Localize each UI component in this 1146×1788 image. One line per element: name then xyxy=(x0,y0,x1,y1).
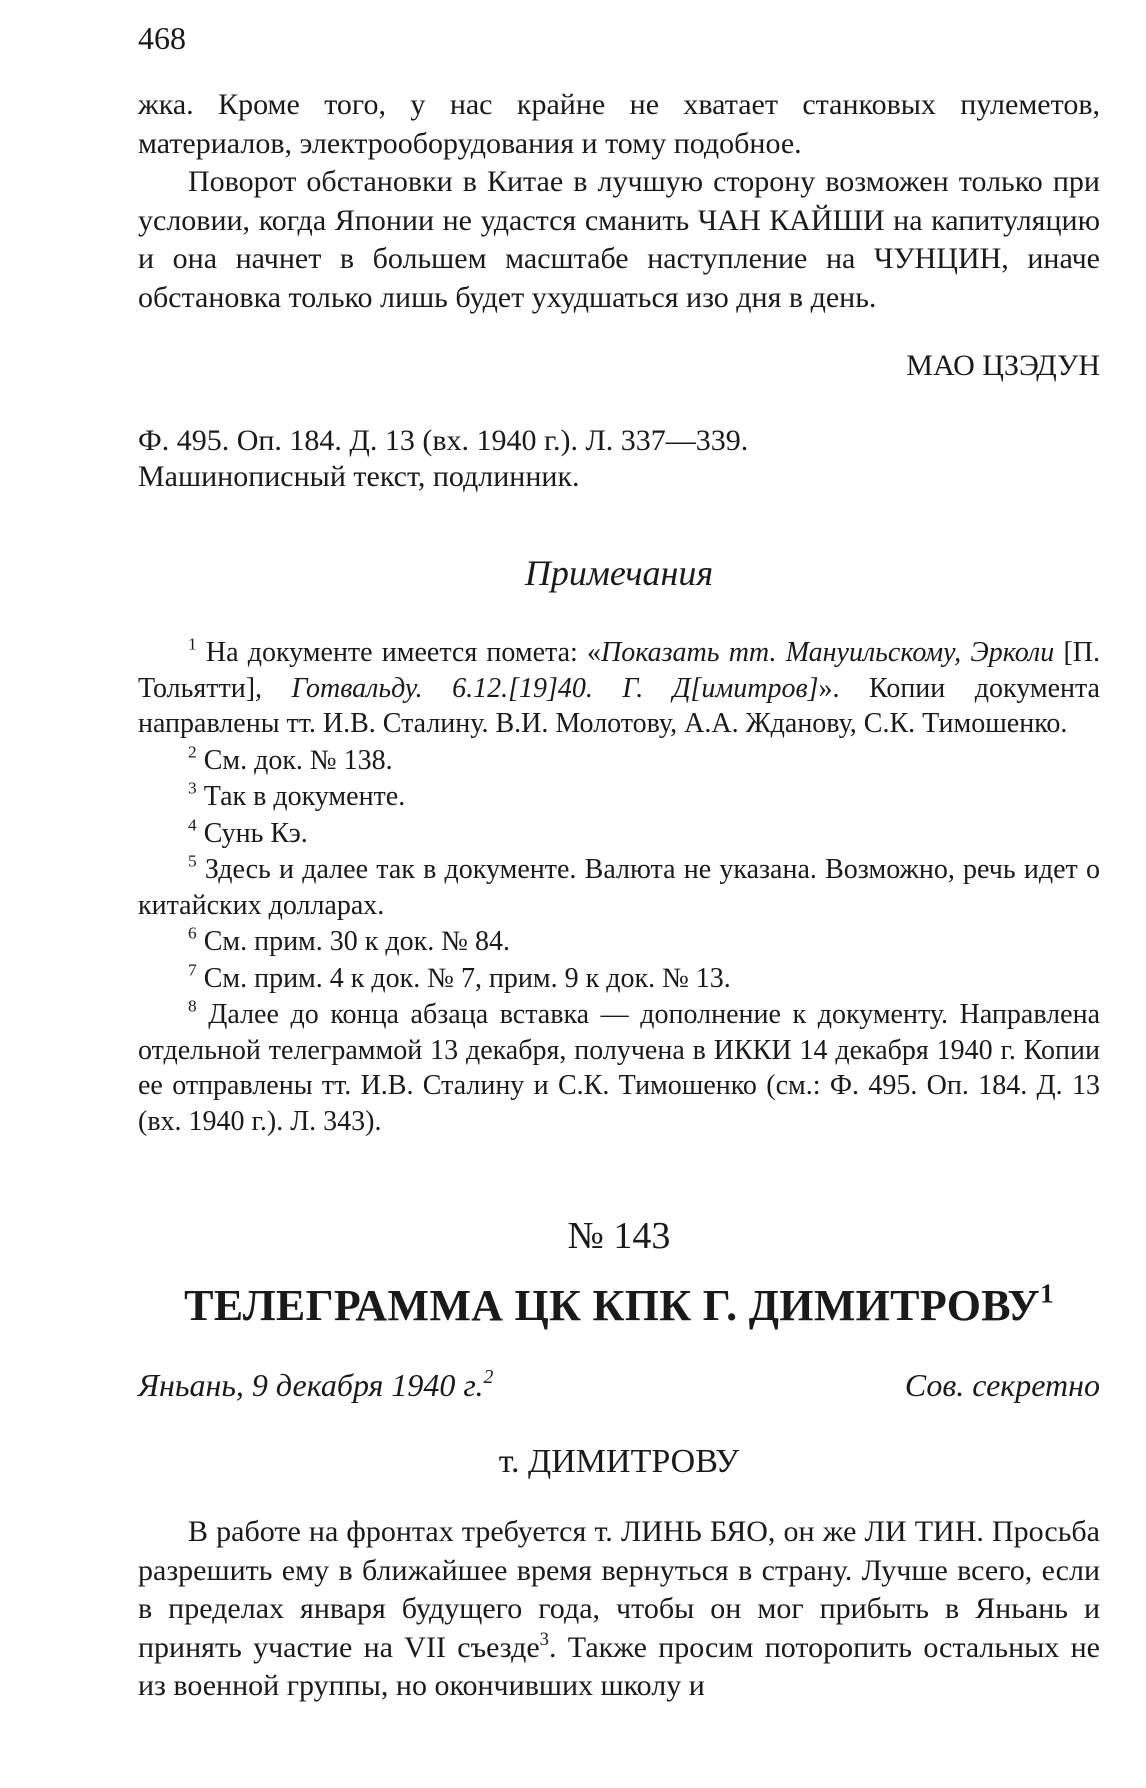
notes-title: Примечания xyxy=(524,553,714,593)
document-heading-footnote: 1 xyxy=(1039,1278,1054,1309)
archive-reference xyxy=(138,423,1100,495)
note-number: 4 xyxy=(188,815,197,835)
place-date-footnote: 2 xyxy=(483,1366,494,1389)
document-body xyxy=(138,1513,1100,1706)
note-4 xyxy=(138,816,1100,852)
note-number: 2 xyxy=(188,742,197,762)
addressee: т. ДИМИТРОВУ xyxy=(498,1443,740,1480)
document-meta xyxy=(138,1365,1100,1405)
note-7 xyxy=(138,961,1100,997)
classification: Сов. секретно xyxy=(904,1367,1100,1403)
note-3 xyxy=(138,779,1100,815)
archive-line-2: Машинописный текст, подлинник. xyxy=(138,460,580,493)
note-number: 7 xyxy=(188,960,197,980)
document-heading-text: ТЕЛЕГРАММА ЦК КПК Г. ДИМИТРОВУ xyxy=(184,1281,1040,1330)
note-number: 6 xyxy=(188,923,197,943)
note-text: Так в документе. xyxy=(196,781,406,812)
document-number: № 143 xyxy=(567,1215,671,1257)
document-body-footnote: 3 xyxy=(539,1628,549,1650)
place-date xyxy=(138,1365,493,1405)
note-6 xyxy=(138,924,1100,960)
note-number: 1 xyxy=(188,634,197,654)
note-8 xyxy=(138,997,1100,1139)
notes-list xyxy=(138,635,1100,1139)
note-1 xyxy=(138,635,1100,742)
signature: МАО ЦЗЭДУН xyxy=(906,349,1100,382)
note-5 xyxy=(138,852,1100,923)
document-body-text: В работе на фронтах требуется т. ЛИНЬ БЯО, он же ЛИ ТИН. Просьба разрешить ему в ближайшее время вернуться в страну. Лучше всего, если в пределах января будущего года, чтобы он мог прибыть в Яньань и принять участие на VII съезде xyxy=(138,1515,1100,1664)
note-text: Далее до конца абзаца вставка — дополнение к документу. Направлена отдельной телеграммой 13 декабря, получена в ИККИ 14 декабря 1940 г. Копии ее отправлены тт. И.В. Сталину и С.К. Тимошенко (см.: Ф. 495. Оп. 184. Д. 13 (вх. 1940 г.). Л. 343). xyxy=(138,999,1100,1137)
note-number: 3 xyxy=(188,778,197,798)
note-text: Сунь Кэ. xyxy=(196,817,308,849)
note-text: [П. Тольятти] xyxy=(138,637,1101,704)
place-date-text: Яньань, 9 декабря 1940 г. xyxy=(138,1367,484,1403)
body-paragraph: Поворот обстановки в Китае в лучшую сторону возможен только при условии, когда Японии не удастся сманить ЧАН КАЙШИ на капитуляцию и она начнет в большем масштабе наступление на ЧУНЦИН, иначе обстановка только лишь будет ухудшаться изо дня в день. xyxy=(138,165,1100,314)
note-2 xyxy=(138,743,1100,779)
continuation-paragraph: жка. Кроме того, у нас крайне не хватает станковых пулеметов, материалов, электрооборудования и тому подобное. xyxy=(138,88,1100,160)
note-italic: , Готвальду. 6.12.[19]40. Г. Д[имитров] xyxy=(255,672,819,704)
document-heading xyxy=(138,1278,1100,1331)
note-text: Здесь и далее так в документе. Валюта не указана. Возможно, речь идет о китайских долларах. xyxy=(138,854,1100,921)
document-body-text-cont: . Также просим поторопить остальных не из военной группы, но окончивших школу и xyxy=(138,1630,1100,1702)
note-text: См. прим. 30 к док. № 84. xyxy=(196,926,510,957)
note-text: См. док. № 138. xyxy=(196,744,393,776)
note-text: См. прим. 4 к док. № 7, прим. 9 к док. № 13. xyxy=(196,962,731,994)
note-number: 8 xyxy=(188,996,197,1016)
note-text: На документе имеется помета: « xyxy=(196,637,602,668)
note-number: 5 xyxy=(188,851,197,871)
note-text: ». Копии документа направлены тт. И.В. Сталину. В.И. Молотову, А.А. Жданову, С.К. Тимошенко. xyxy=(138,672,1100,739)
page-number: 468 xyxy=(138,20,186,56)
archive-line-1: Ф. 495. Оп. 184. Д. 13 (вх. 1940 г.). Л. 337—339. xyxy=(138,424,749,457)
note-italic: Показать тт. Мануильскому, Эрколи xyxy=(601,637,1055,668)
